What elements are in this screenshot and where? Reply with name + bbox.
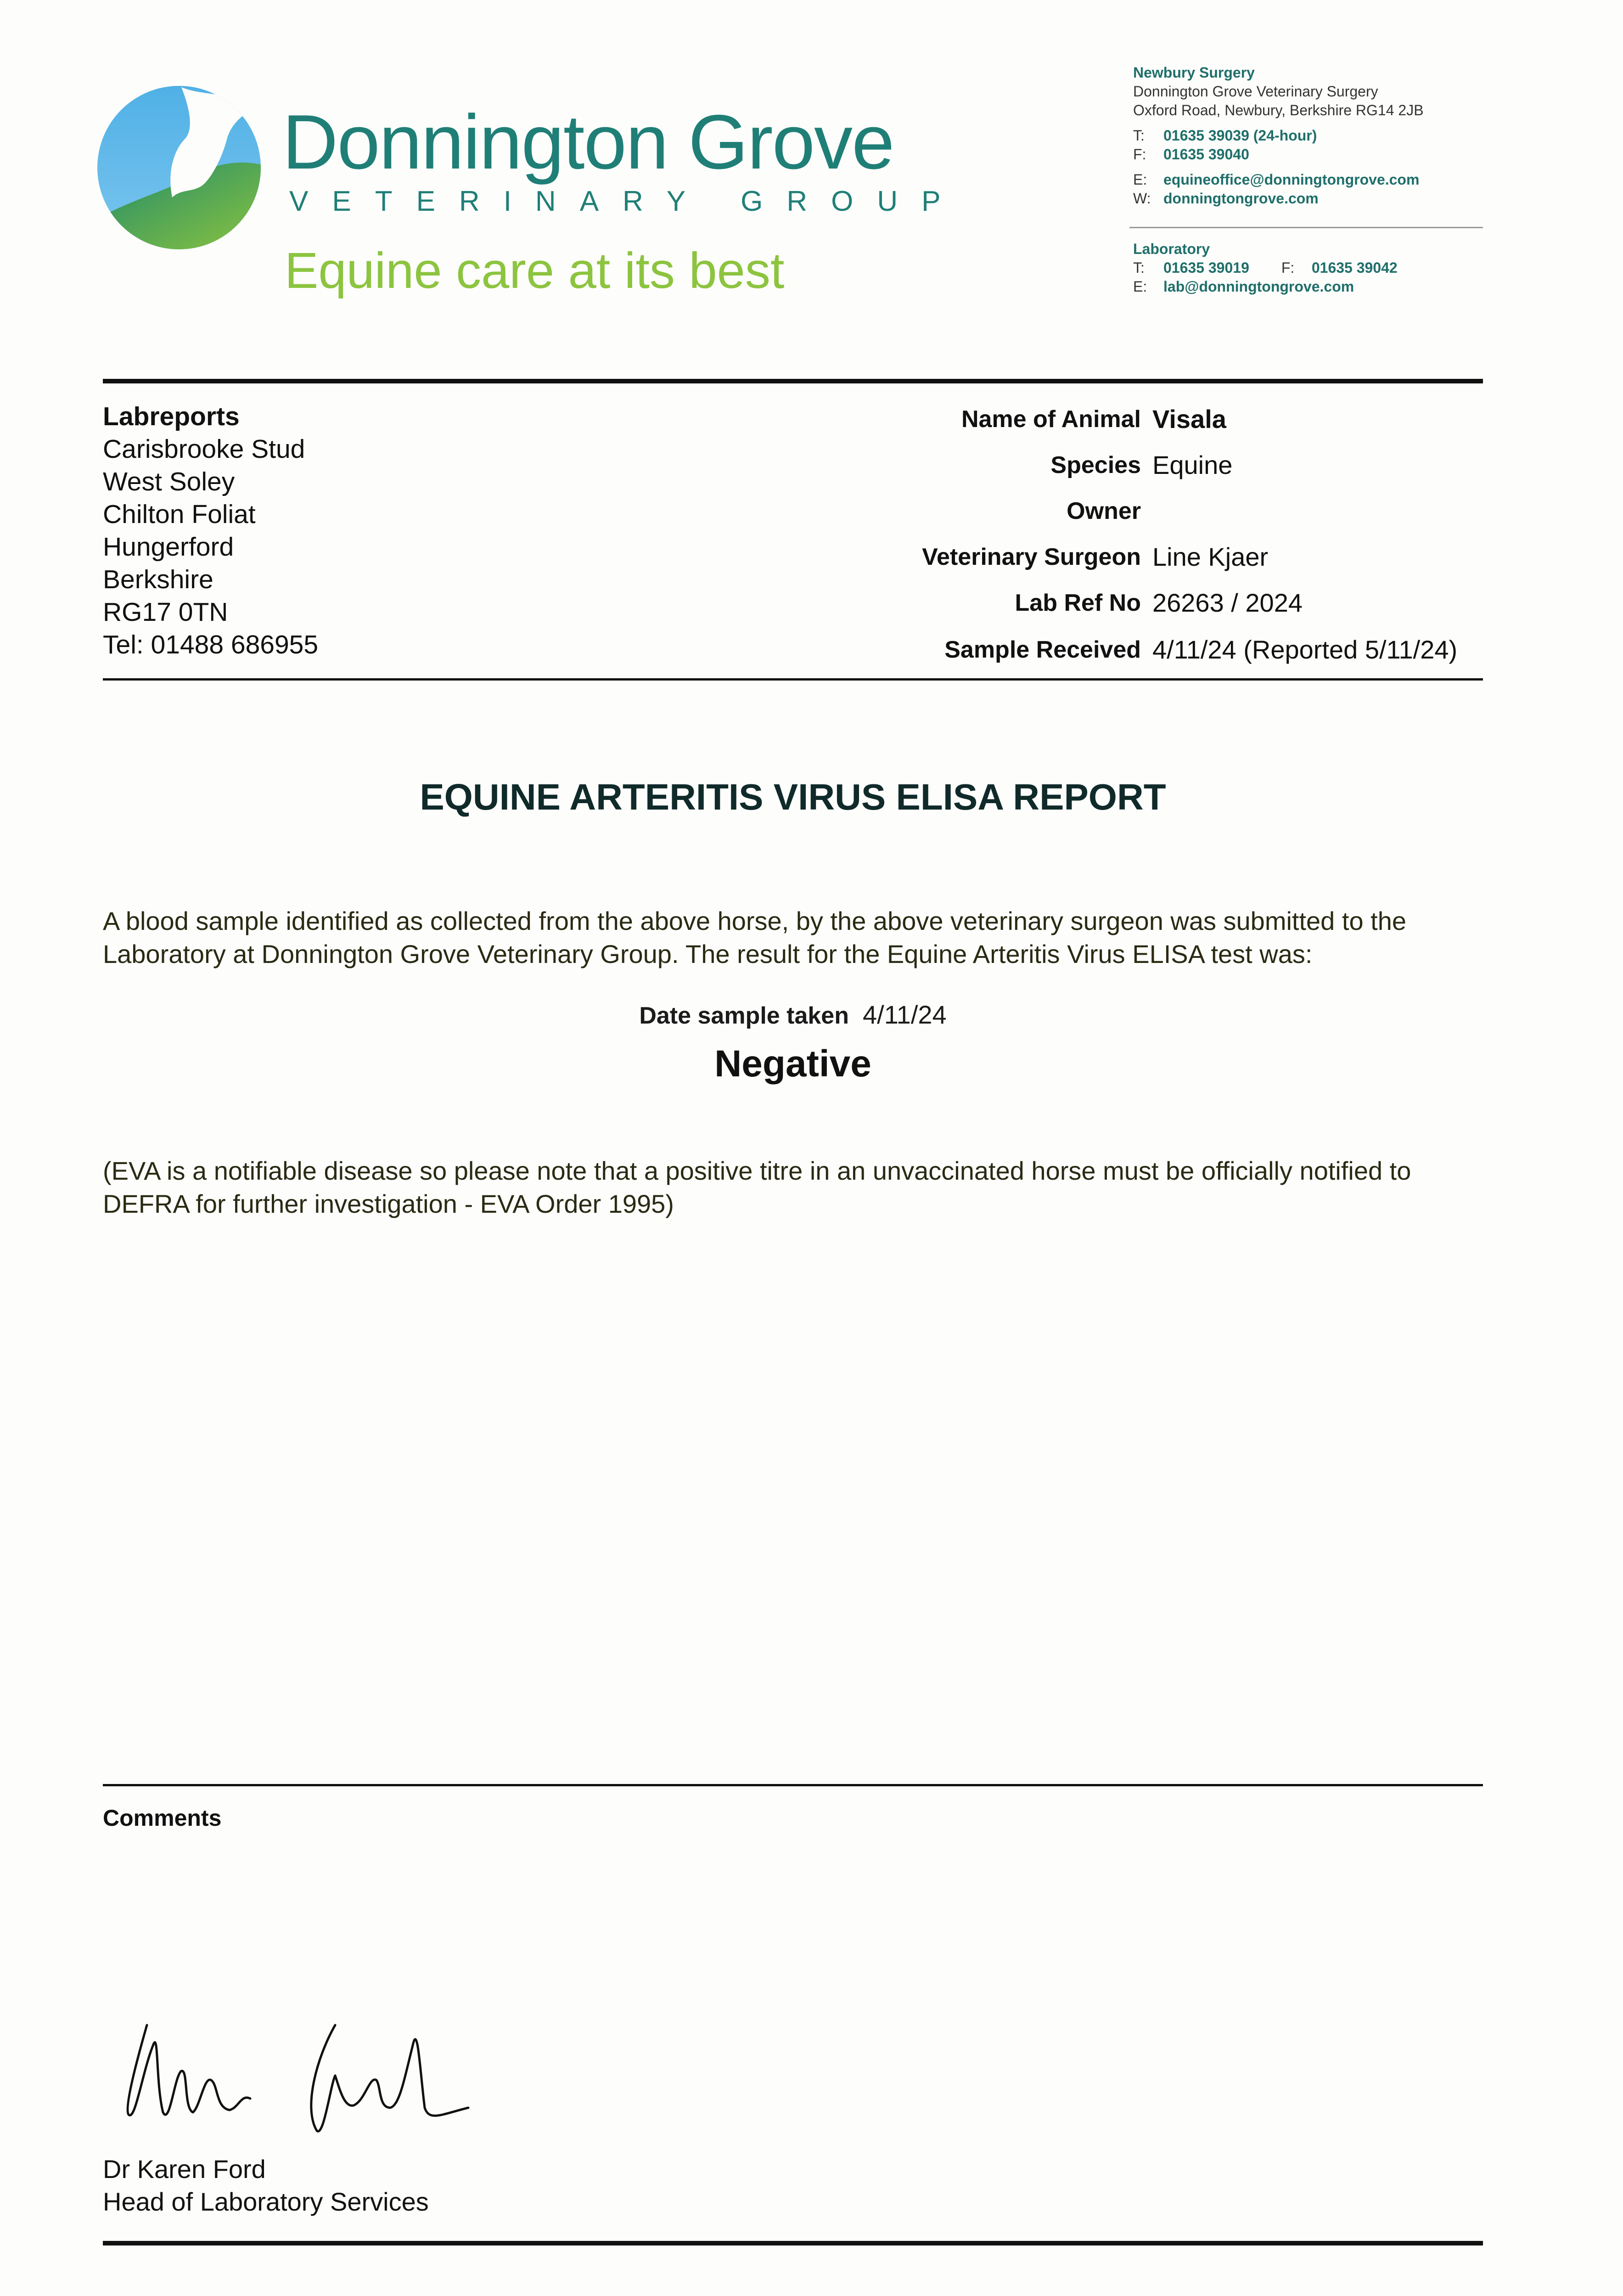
detail-sample-received <box>689 634 1483 666</box>
sample-taken-label: Date sample taken <box>639 1002 849 1029</box>
sample-taken <box>103 999 1483 1032</box>
detail-label: Species <box>1050 452 1141 478</box>
signatory <box>103 2153 429 2218</box>
surgery-tel: 01635 39039 (24-hour) <box>1163 127 1317 144</box>
address-line: West Soley <box>103 467 235 496</box>
report-title: EQUINE ARTERITIS VIRUS ELISA REPORT <box>420 777 1166 817</box>
detail-value: 4/11/24 (Reported 5/11/24) <box>1152 635 1458 664</box>
surgery-heading: Newbury Surgery <box>1133 64 1255 81</box>
address-line: Chilton Foliat <box>103 500 256 529</box>
donnington-grove-logo-icon <box>94 83 264 253</box>
footer-rule <box>103 2241 1483 2245</box>
detail-label: Lab Ref No <box>1015 590 1141 616</box>
surgery-web-label: W: <box>1133 190 1151 207</box>
detail-veterinary-surgeon <box>689 541 1483 573</box>
eva-notice: (EVA is a notifiable disease so please note that a positive titre in an unvaccinated horse must be officially notified to DEFRA for further investigation - EVA Order 1995) <box>103 1156 1411 1218</box>
surgery-contact-block <box>1133 63 1424 208</box>
detail-value: Line Kjaer <box>1152 542 1269 571</box>
laboratory-fax-label: F: <box>1281 259 1295 276</box>
client-phone: Tel: 01488 686955 <box>103 630 319 659</box>
surgery-email-link[interactable]: equineoffice@donningtongrove.com <box>1163 171 1420 188</box>
laboratory-email-label: E: <box>1133 278 1147 295</box>
signatory-title: Head of Laboratory Services <box>103 2187 429 2216</box>
surgery-tel-label: T: <box>1133 127 1145 144</box>
brand-group-name: VETERINARY GROUP <box>289 186 965 217</box>
laboratory-contact-block <box>1133 240 1398 296</box>
comments-label: Comments <box>103 1805 222 1831</box>
detail-value: 26263 / 2024 <box>1152 588 1303 617</box>
laboratory-tel: 01635 39019 <box>1163 259 1249 276</box>
comments-rule <box>103 1784 1483 1786</box>
detail-value: Visala <box>1152 405 1226 433</box>
detail-owner <box>689 495 1483 527</box>
header-rule <box>103 379 1483 383</box>
detail-value: Equine <box>1152 450 1233 479</box>
address-line: Hungerford <box>103 532 234 562</box>
signature-image <box>119 2016 477 2140</box>
detail-label: Owner <box>1067 498 1141 524</box>
address-line: Berkshire <box>103 565 213 594</box>
client-address <box>103 400 318 661</box>
address-line: RG17 0TN <box>103 597 228 627</box>
brand-name: Donnington Grove <box>282 99 894 185</box>
surgery-fax-label: F: <box>1133 146 1146 163</box>
detail-label: Veterinary Surgeon <box>922 544 1141 570</box>
sample-taken-value: 4/11/24 <box>862 1000 947 1029</box>
laboratory-heading: Laboratory <box>1133 241 1210 257</box>
laboratory-email-link[interactable]: lab@donningtongrove.com <box>1163 278 1354 295</box>
report-intro: A blood sample identified as collected from the above horse, by the above veterinary surgeon was submitted to the Laboratory at Donnington Grove Veterinary Group. The result for the Equine Arteritis Virus ELISA test was: <box>103 906 1406 968</box>
surgery-address: Oxford Road, Newbury, Berkshire RG14 2JB <box>1133 102 1424 118</box>
laboratory-fax: 01635 39042 <box>1311 259 1398 276</box>
surgery-email-label: E: <box>1133 171 1147 188</box>
contact-divider <box>1129 227 1483 228</box>
client-name: Labreports <box>103 402 240 431</box>
detail-species <box>689 449 1483 481</box>
detail-animal-name <box>689 403 1483 435</box>
test-result: Negative <box>714 1043 871 1085</box>
details-rule <box>103 678 1483 681</box>
detail-label: Sample Received <box>944 636 1141 663</box>
address-line: Carisbrooke Stud <box>103 434 305 464</box>
laboratory-tel-label: T: <box>1133 259 1145 276</box>
brand-tagline: Equine care at its best <box>285 242 785 299</box>
signatory-name: Dr Karen Ford <box>103 2155 266 2183</box>
detail-lab-ref <box>689 587 1483 619</box>
surgery-web-link[interactable]: donningtongrove.com <box>1163 190 1319 207</box>
surgery-name: Donnington Grove Veterinary Surgery <box>1133 83 1378 100</box>
surgery-fax: 01635 39040 <box>1163 146 1249 163</box>
detail-label: Name of Animal <box>961 406 1141 433</box>
